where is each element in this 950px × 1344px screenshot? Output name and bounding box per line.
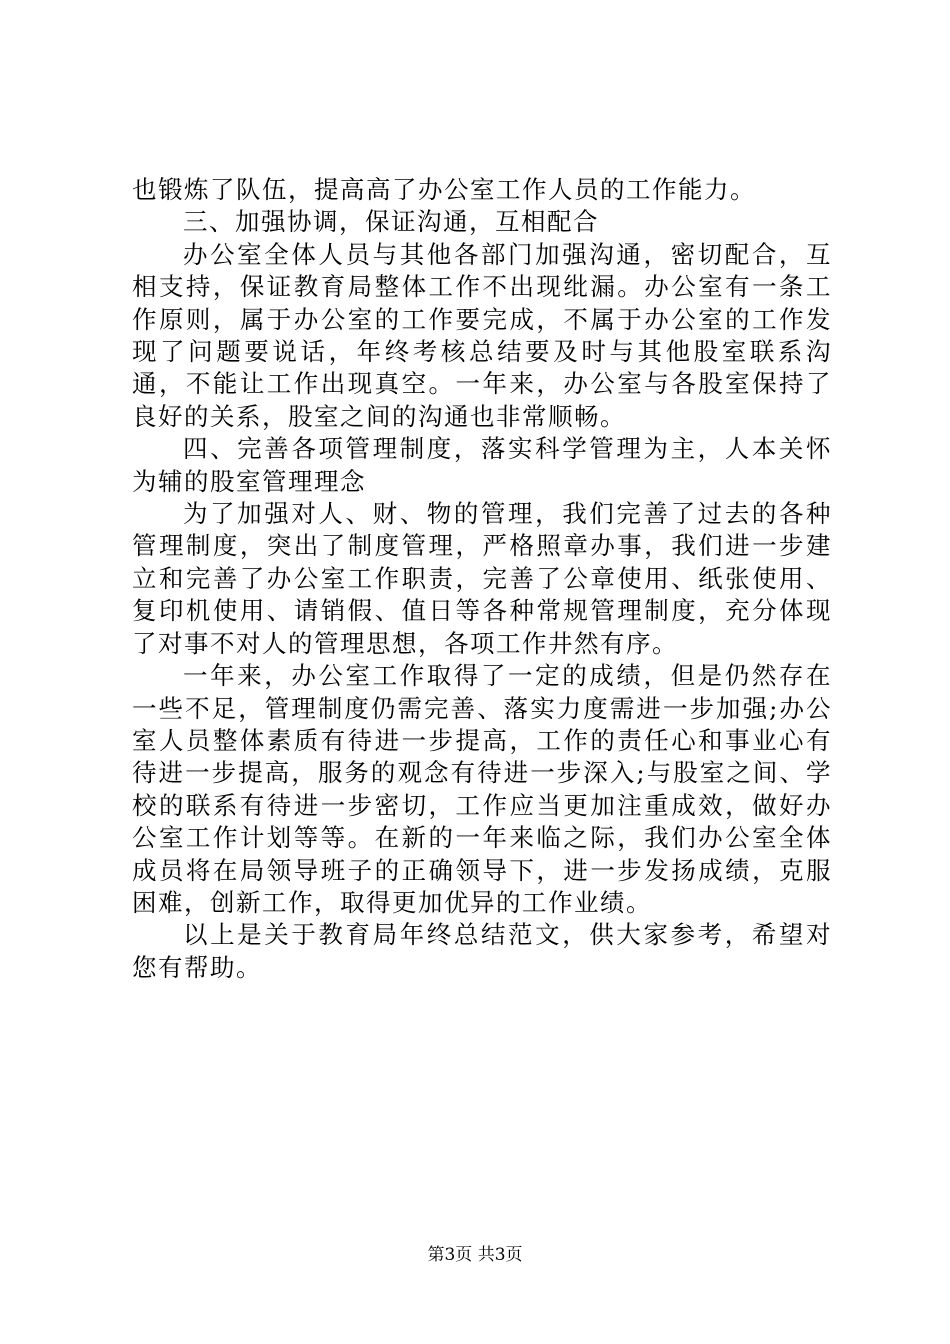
paragraph-continuation: 也锻炼了队伍，提高高了办公室工作人员的工作能力。 (132, 175, 756, 204)
paragraph-closing: 以上是关于教育局年终总结范文，供大家参考，希望对您有帮助。 (132, 920, 832, 982)
section-heading-3: 三、加强协调，保证沟通，互相配合 (183, 207, 599, 237)
paragraph-management: 为了加强对人、财、物的管理，我们完善了过去的各种管理制度，突出了制度管理，严格照章办事，我们进一步建立和完善了办公室工作职责，完善了公章使用、纸张使用、复印机使用、请销假、值日等各种常规管理制度，充分体现了对事不对人的管理思想，各项工作井然有序。 (132, 499, 832, 658)
section-heading-4: 四、完善各项管理制度，落实科学管理为主，人本关怀为辅的股室管理理念 (132, 434, 832, 496)
paragraph-coordination: 办公室全体人员与其他各部门加强沟通，密切配合，互相支持，保证教育局整体工作不出现纰漏。办公室有一条工作原则，属于办公室的工作要完成，不属于办公室的工作发现了问题要说话，年终考核总结要及时与其他股室联系沟通，不能让工作出现真空。一年来，办公室与各股室保持了良好的关系，股室之间的沟通也非常顺畅。 (132, 239, 832, 431)
paragraph-summary: 一年来，办公室工作取得了一定的成绩，但是仍然存在一些不足，管理制度仍需完善、落实力度需进一步加强;办公室人员整体素质有待进一步提高，工作的责任心和事业心有待进一步提高，服务的观念有待进一步深入;与股室之间、学校的联系有待进一步密切，工作应当更加注重成效，做好办公室工作计划等等。在新的一年来临之际，我们办公室全体成员将在局领导班子的正确领导下，进一步发扬成绩，克服困难，创新工作，取得更加优异的工作业绩。 (132, 661, 832, 917)
page-number-footer: 第3页 共3页 (427, 1245, 523, 1265)
document-body (132, 174, 832, 984)
